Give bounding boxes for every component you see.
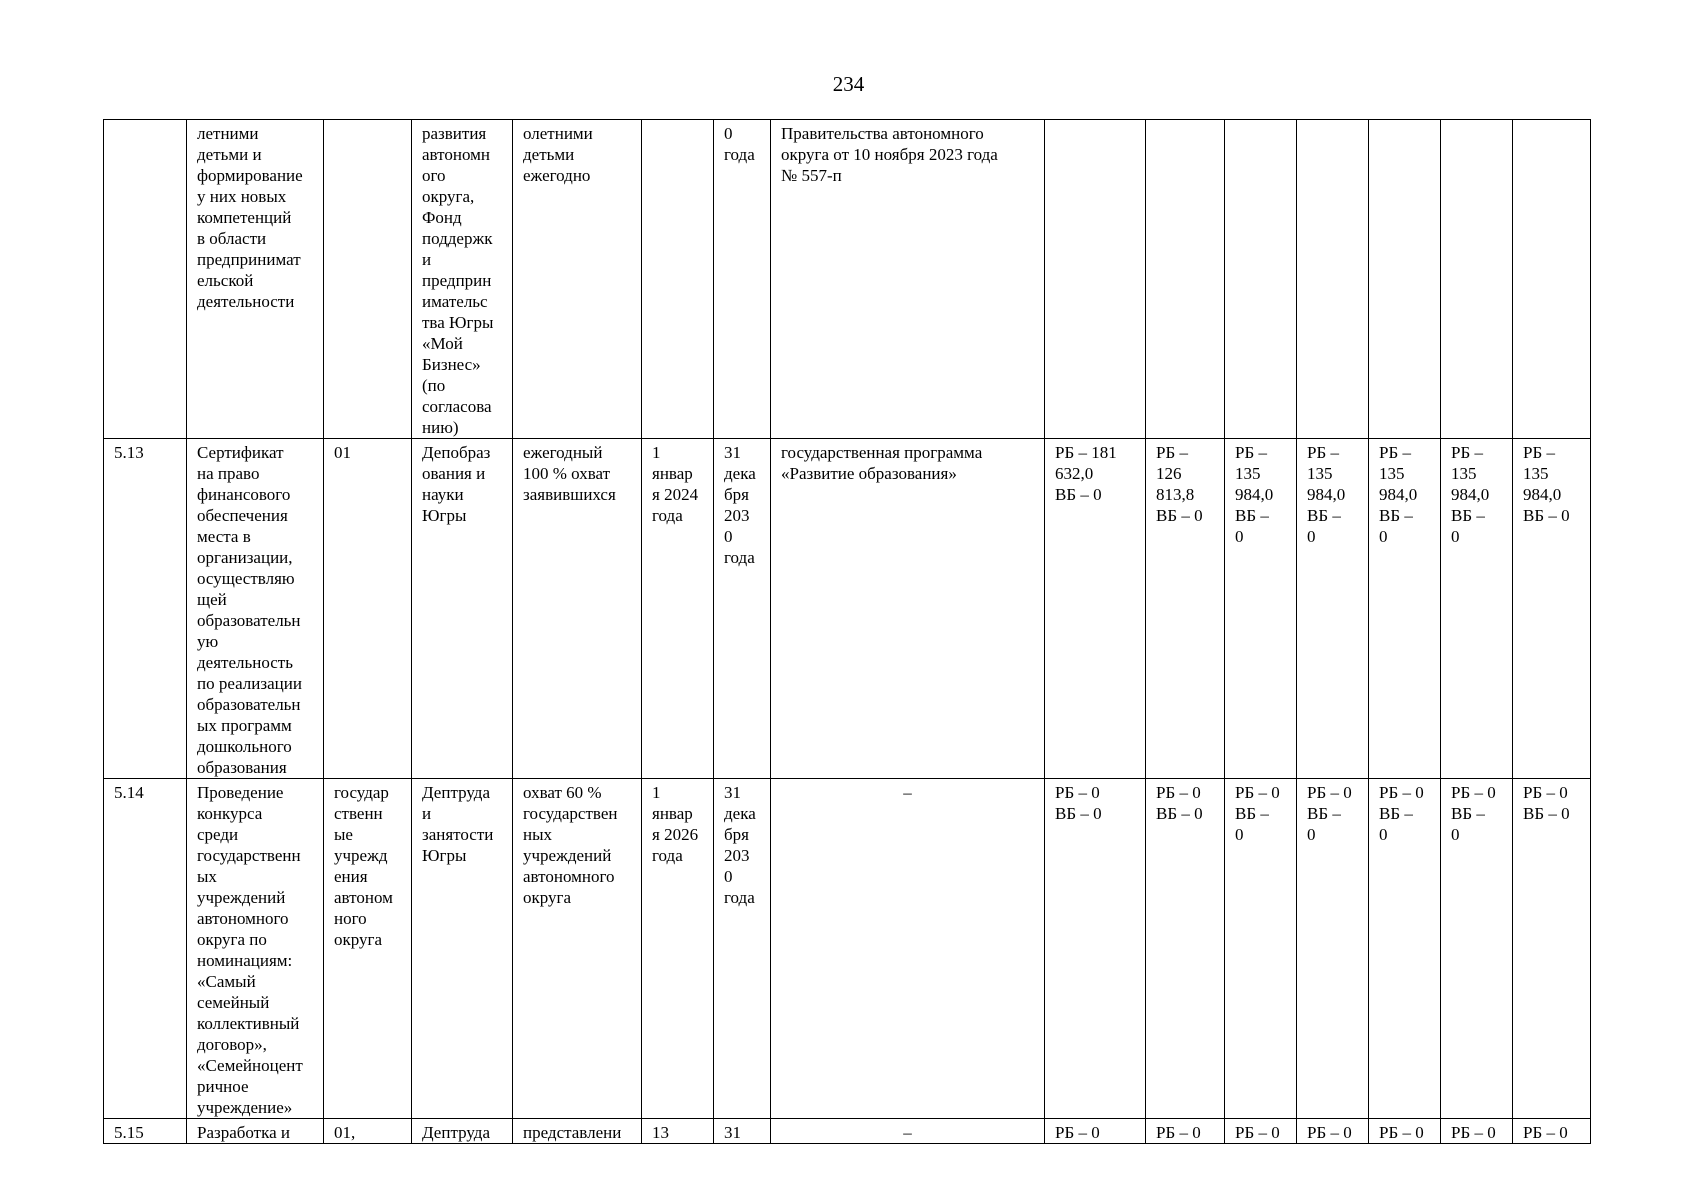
cell-funding-1 — [1045, 120, 1146, 439]
cell-number: 5.14 — [104, 779, 187, 1119]
cell-funding-5 — [1369, 120, 1441, 439]
cell-funding-4 — [1297, 120, 1369, 439]
cell-end: 31 — [714, 1119, 771, 1144]
cell-code: 01, — [324, 1119, 412, 1144]
cell-funding-7 — [1513, 120, 1591, 439]
cell-funding-5: РБ – 135 984,0 ВБ – 0 — [1369, 439, 1441, 779]
cell-funding-6 — [1441, 120, 1513, 439]
cell-funding-3 — [1225, 120, 1297, 439]
cell-funding-3: РБ – 0 — [1225, 1119, 1297, 1144]
cell-funding-2: РБ – 0 — [1146, 1119, 1225, 1144]
table-row — [104, 120, 1591, 439]
cell-name: летними детьми и формирование у них новых компетенций в области предпринимат ельской деятельности — [187, 120, 324, 439]
cell-executor: развития автономн ого округа, Фонд поддержк и предприн имательс тва Югры «Мой Бизнес» (по согласова нию) — [412, 120, 513, 439]
cell-document: Правительства автономного округа от 10 ноября 2023 года № 557-п — [771, 120, 1045, 439]
cell-number: 5.13 — [104, 439, 187, 779]
cell-end: 31 дека бря 203 0 года — [714, 779, 771, 1119]
cell-document: – — [771, 779, 1045, 1119]
cell-code: 01 — [324, 439, 412, 779]
cell-number: 5.15 — [104, 1119, 187, 1144]
cell-funding-1: РБ – 0 ВБ – 0 — [1045, 779, 1146, 1119]
cell-start: 13 — [642, 1119, 714, 1144]
cell-funding-3: РБ – 0 ВБ – 0 — [1225, 779, 1297, 1119]
cell-funding-7: РБ – 0 ВБ – 0 — [1513, 779, 1591, 1119]
cell-start: 1 январ я 2024 года — [642, 439, 714, 779]
cell-code — [324, 120, 412, 439]
cell-executor: Депобраз ования и науки Югры — [412, 439, 513, 779]
cell-funding-5: РБ – 0 ВБ – 0 — [1369, 779, 1441, 1119]
cell-result: ежегодный 100 % охват заявившихся — [513, 439, 642, 779]
cell-document: государственная программа «Развитие образования» — [771, 439, 1045, 779]
cell-start: 1 январ я 2026 года — [642, 779, 714, 1119]
cell-document: – — [771, 1119, 1045, 1144]
cell-funding-4: РБ – 135 984,0 ВБ – 0 — [1297, 439, 1369, 779]
measures-table — [103, 119, 1591, 1144]
cell-funding-2 — [1146, 120, 1225, 439]
table-row — [104, 439, 1591, 779]
cell-code: государ ственн ые учрежд ения автоном ного округа — [324, 779, 412, 1119]
cell-funding-7: РБ – 0 — [1513, 1119, 1591, 1144]
cell-result: представлени — [513, 1119, 642, 1144]
cell-funding-3: РБ – 135 984,0 ВБ – 0 — [1225, 439, 1297, 779]
cell-funding-5: РБ – 0 — [1369, 1119, 1441, 1144]
cell-funding-1: РБ – 0 — [1045, 1119, 1146, 1144]
cell-name: Разработка и — [187, 1119, 324, 1144]
cell-funding-1: РБ – 181 632,0 ВБ – 0 — [1045, 439, 1146, 779]
cell-funding-7: РБ – 135 984,0 ВБ – 0 — [1513, 439, 1591, 779]
cell-funding-4: РБ – 0 — [1297, 1119, 1369, 1144]
cell-end: 0 года — [714, 120, 771, 439]
cell-funding-6: РБ – 0 — [1441, 1119, 1513, 1144]
cell-funding-2: РБ – 126 813,8 ВБ – 0 — [1146, 439, 1225, 779]
cell-funding-4: РБ – 0 ВБ – 0 — [1297, 779, 1369, 1119]
cell-funding-6: РБ – 0 ВБ – 0 — [1441, 779, 1513, 1119]
cell-result: олетними детьми ежегодно — [513, 120, 642, 439]
cell-number — [104, 120, 187, 439]
cell-executor: Дептруда и занятости Югры — [412, 779, 513, 1119]
cell-end: 31 дека бря 203 0 года — [714, 439, 771, 779]
cell-executor: Дептруда — [412, 1119, 513, 1144]
cell-name: Проведение конкурса среди государственн ых учреждений автономного округа по номинациям: «Самый семейный коллективный договор», «Семейноцент ричное учреждение» — [187, 779, 324, 1119]
cell-funding-2: РБ – 0 ВБ – 0 — [1146, 779, 1225, 1119]
table-row — [104, 779, 1591, 1119]
cell-name: Сертификат на право финансового обеспечения места в организации, осуществляю щей образовательн ую деятельность по реализации образовательн ых программ дошкольного образования — [187, 439, 324, 779]
cell-funding-6: РБ – 135 984,0 ВБ – 0 — [1441, 439, 1513, 779]
table-row — [104, 1119, 1591, 1144]
cell-start — [642, 120, 714, 439]
cell-result: охват 60 % государствен ных учреждений автономного округа — [513, 779, 642, 1119]
page-number: 234 — [832, 72, 865, 96]
